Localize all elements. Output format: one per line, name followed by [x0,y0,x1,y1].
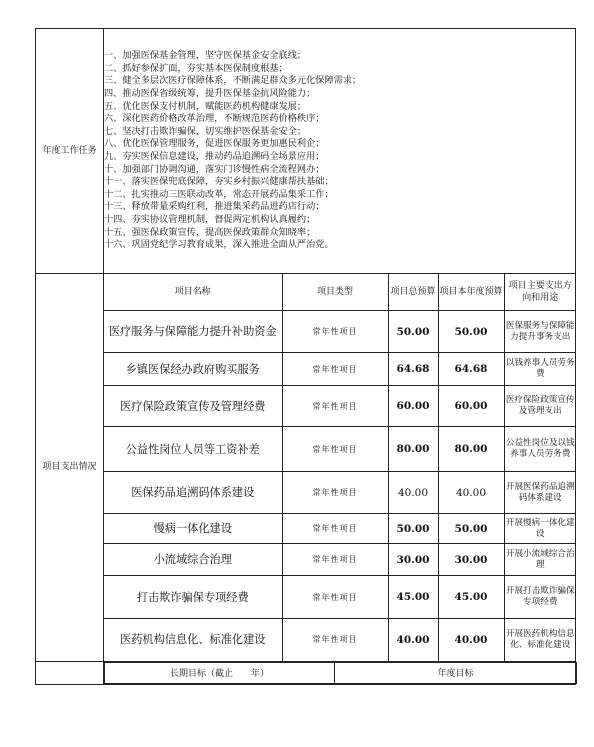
project-name: 公益性岗位人员等工资补差 [104,427,282,472]
goals-row [36,661,576,684]
task-item: 二、抓好参保扩面，夯实基本医保制度根基； [104,62,288,74]
project-name: 医保药品追溯码体系建设 [104,472,282,514]
work-tasks-label: 年度工作任务 [36,29,104,274]
task-item: 十六、巩固党纪学习教育成果，深入推进全面从严治党。 [104,239,334,251]
task-item: 十四、夯实协议管理机制，督促两定机构认真履约； [104,213,316,225]
table-row [104,472,576,514]
task-item: 九、夯实医保信息建设，推动药品追溯码全场景应用； [104,151,325,162]
project-name: 医药机构信息化、标准化建设 [104,619,282,661]
project-total: 50.00 [388,514,438,544]
project-name: 医疗服务与保障能力提升补助资金 [104,311,282,353]
project-type: 常年性项目 [282,544,388,576]
project-name: 医疗保险政策宣传及管理经费 [104,386,282,427]
project-total: 40.00 [388,472,438,514]
project-type: 常年性项目 [282,472,388,514]
project-name: 乡镇医保经办政府购买服务 [104,353,282,386]
budget-form-table [35,28,576,685]
col-header-type: 项目类型 [282,274,388,311]
project-annual: 50.00 [438,311,504,353]
projects-table [104,274,576,661]
project-total: 40.00 [388,619,438,661]
projects-header-row [104,274,576,311]
project-name: 小流域综合治理 [104,544,282,576]
table-row [104,353,576,386]
project-purpose: 开展慢病一体化建设 [504,514,576,544]
project-annual: 64.68 [438,353,504,386]
goals-cell [104,661,576,684]
project-type: 常年性项目 [282,619,388,661]
project-annual: 50.00 [438,514,504,544]
project-purpose: 开展医药机构信息化、标准化建设 [504,619,576,661]
project-annual: 40.00 [438,472,504,514]
goals-table [104,662,577,684]
task-item: 十二、扎实推动三医联动改革，常态开展药品集采工作； [104,188,334,200]
task-item: 十一、落实医保兜底保障，夯实乡村振兴健康帮扶基础； [104,176,334,188]
work-tasks-row [36,29,576,274]
project-annual: 30.00 [438,544,504,576]
task-item: 五、优化医保支付机制，赋能医药机构健康发展； [104,100,307,112]
project-purpose: 医保服务与保障能力提升事务支出 [504,311,576,353]
task-item: 六、深化医药价格改革治理，不断规范医药价格秩序； [104,113,325,125]
table-row [104,311,576,353]
table-row [104,514,576,544]
task-item: 四、推动医保省级统筹，提升医保基金抗风险能力； [104,88,316,100]
table-row [104,386,576,427]
annual-goal-label: 年度目标 [335,662,577,683]
col-header-name: 项目名称 [104,274,282,311]
task-item: 七、坚决打击欺诈骗保，切实维护医保基金安全； [104,125,307,137]
project-total: 45.00 [388,576,438,619]
project-purpose: 开展医保药品追溯码体系建设 [504,472,576,514]
project-type: 常年性项目 [282,427,388,472]
table-row [104,427,576,472]
table-row [104,576,576,619]
project-purpose: 公益性岗位及以钱养事人员劳务费 [504,427,576,472]
project-type: 常年性项目 [282,576,388,619]
task-item: 十三、释放带量采购红利，推进集采药品进药店行动； [104,201,325,213]
project-total: 30.00 [388,544,438,576]
project-type: 常年性项目 [282,311,388,353]
project-purpose: 医疗保险政策宣传及管理支出 [504,386,576,427]
project-annual: 80.00 [438,427,504,472]
long-term-goal-label: 长期目标（截止 年） [105,662,335,683]
project-type: 常年性项目 [282,353,388,386]
project-type: 常年性项目 [282,514,388,544]
project-total: 50.00 [388,311,438,353]
task-item: 一、加强医保基金管理，坚守医保基金安全底线； [104,50,307,62]
project-total: 64.68 [388,353,438,386]
table-row [104,544,576,576]
col-header-purpose: 项目主要支出方向和用途 [504,274,576,311]
projects-row [36,274,576,662]
task-item: 八、优化医保管理服务，促进医保服务更加惠民利企； [104,138,325,150]
project-annual: 40.00 [438,619,504,661]
project-purpose: 以钱养事人员劳务费 [504,353,576,386]
project-total: 80.00 [388,427,438,472]
project-annual: 45.00 [438,576,504,619]
projects-cell [104,274,576,662]
col-header-total: 项目总预算 [388,274,438,311]
project-total: 60.00 [388,386,438,427]
project-name: 慢病一体化建设 [104,514,282,544]
col-header-annual: 项目本年度预算 [438,274,504,311]
project-name: 打击欺诈骗保专项经费 [104,576,282,619]
projects-label: 项目支出情况 [36,274,104,662]
task-item: 十五、强医保政策宣传，提高医保政策群众知晓率； [104,226,316,238]
table-row [104,619,576,661]
task-item: 三、健全多层次医疗保障体系，不断满足群众多元化保障需求； [104,75,362,87]
project-type: 常年性项目 [282,386,388,427]
goals-label-cell [36,661,104,684]
project-purpose: 开展打击欺诈骗保专项经费 [504,576,576,619]
work-tasks-list [104,29,576,274]
project-purpose: 开展小流域综合治理 [504,544,576,576]
project-annual: 60.00 [438,386,504,427]
task-item: 十、加强部门协调沟通，落实门诊慢性病全流程网办； [104,163,325,175]
